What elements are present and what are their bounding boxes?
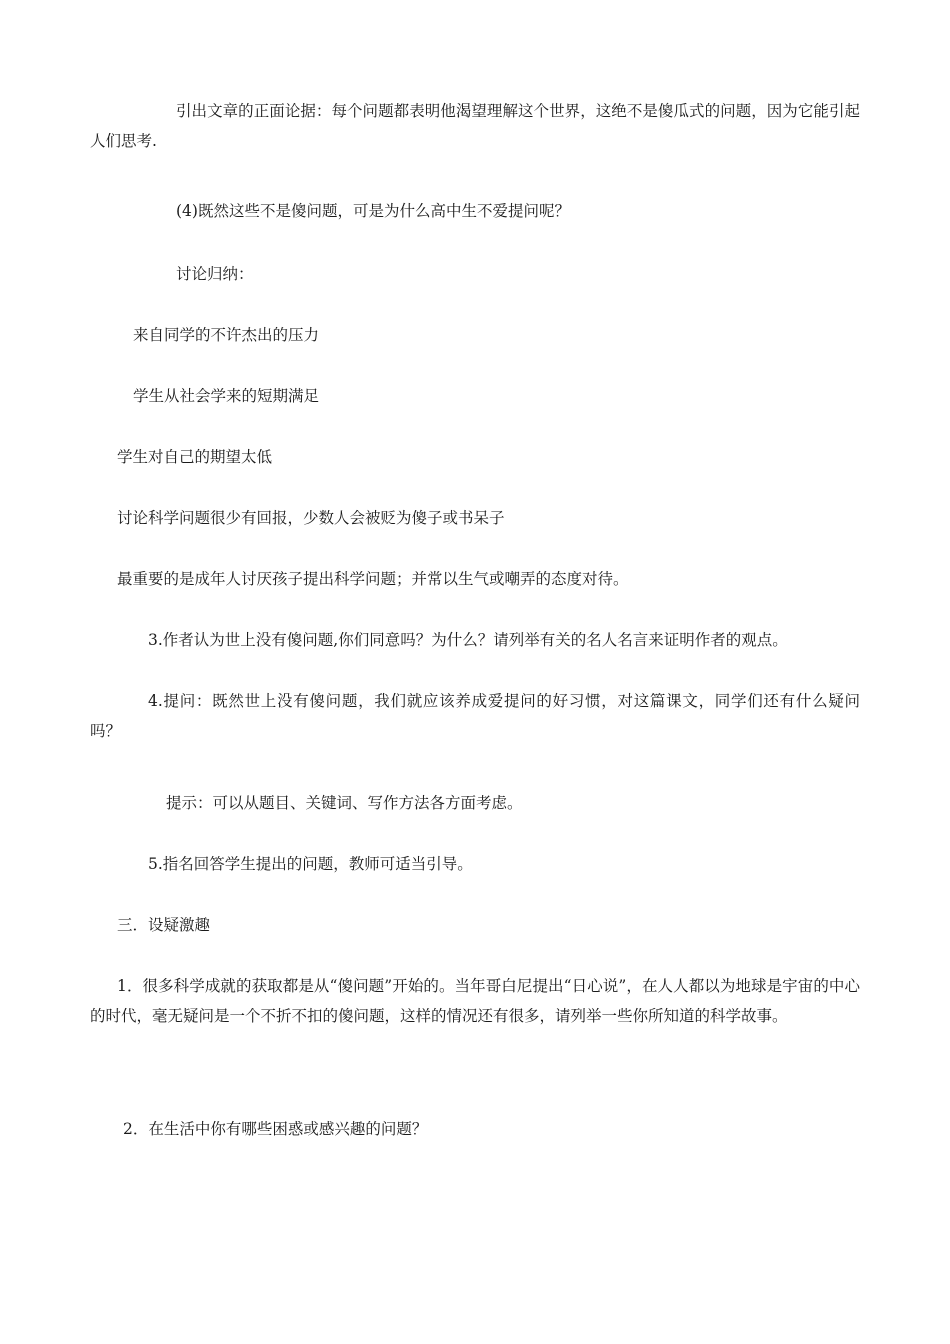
paragraph-item-3: 3.作者认为世上没有傻问题,你们同意吗？为什么？请列举有关的名人名言来证明作者的观点。 [148, 631, 788, 649]
paragraph-hint: 提示：可以从题目、关键词、写作方法各方面考虑。 [166, 794, 523, 812]
paragraph-item-4: 4.提问：既然世上没有傻问题，我们就应该养成爱提问的好习惯，对这篇课文，同学们还有什么疑问吗？ [90, 692, 860, 740]
paragraph-peer-pressure: 来自同学的不许杰出的压力 [133, 326, 320, 344]
paragraph-positive-argument: 引出文章的正面论据：每个问题都表明他渴望理解这个世界，这绝不是傻瓜式的问题，因为它能引起人们思考. [90, 102, 860, 150]
paragraph-science-stories: 1．很多科学成就的获取都是从“傻问题”开始的。当年哥白尼提出“日心说”，在人人都以为地球是宇宙的中心的时代，毫无疑问是一个不折不扣的傻问题，这样的情况还有很多，请列举一些你所知道的科学故事。 [90, 977, 860, 1025]
paragraph-short-term: 学生从社会学来的短期满足 [133, 387, 320, 405]
paragraph-life-questions: 2．在生活中你有哪些困惑或感兴趣的问题？ [123, 1120, 428, 1138]
paragraph-little-reward: 讨论科学问题很少有回报，少数人会被贬为傻子或书呆子 [117, 509, 505, 527]
paragraph-item-5: 5.指名回答学生提出的问题，教师可适当引导。 [148, 855, 473, 873]
paragraph-low-expectations: 学生对自己的期望太低 [117, 448, 273, 466]
paragraph-discussion-summary: 讨论归纳： [176, 265, 254, 283]
section-heading-3: 三．设疑激趣 [117, 916, 211, 934]
paragraph-adults-dislike: 最重要的是成年人讨厌孩子提出科学问题；并常以生气或嘲弄的态度对待。 [117, 570, 629, 588]
paragraph-question-4: (4)既然这些不是傻问题，可是为什么高中生不爱提问呢？ [176, 202, 570, 220]
